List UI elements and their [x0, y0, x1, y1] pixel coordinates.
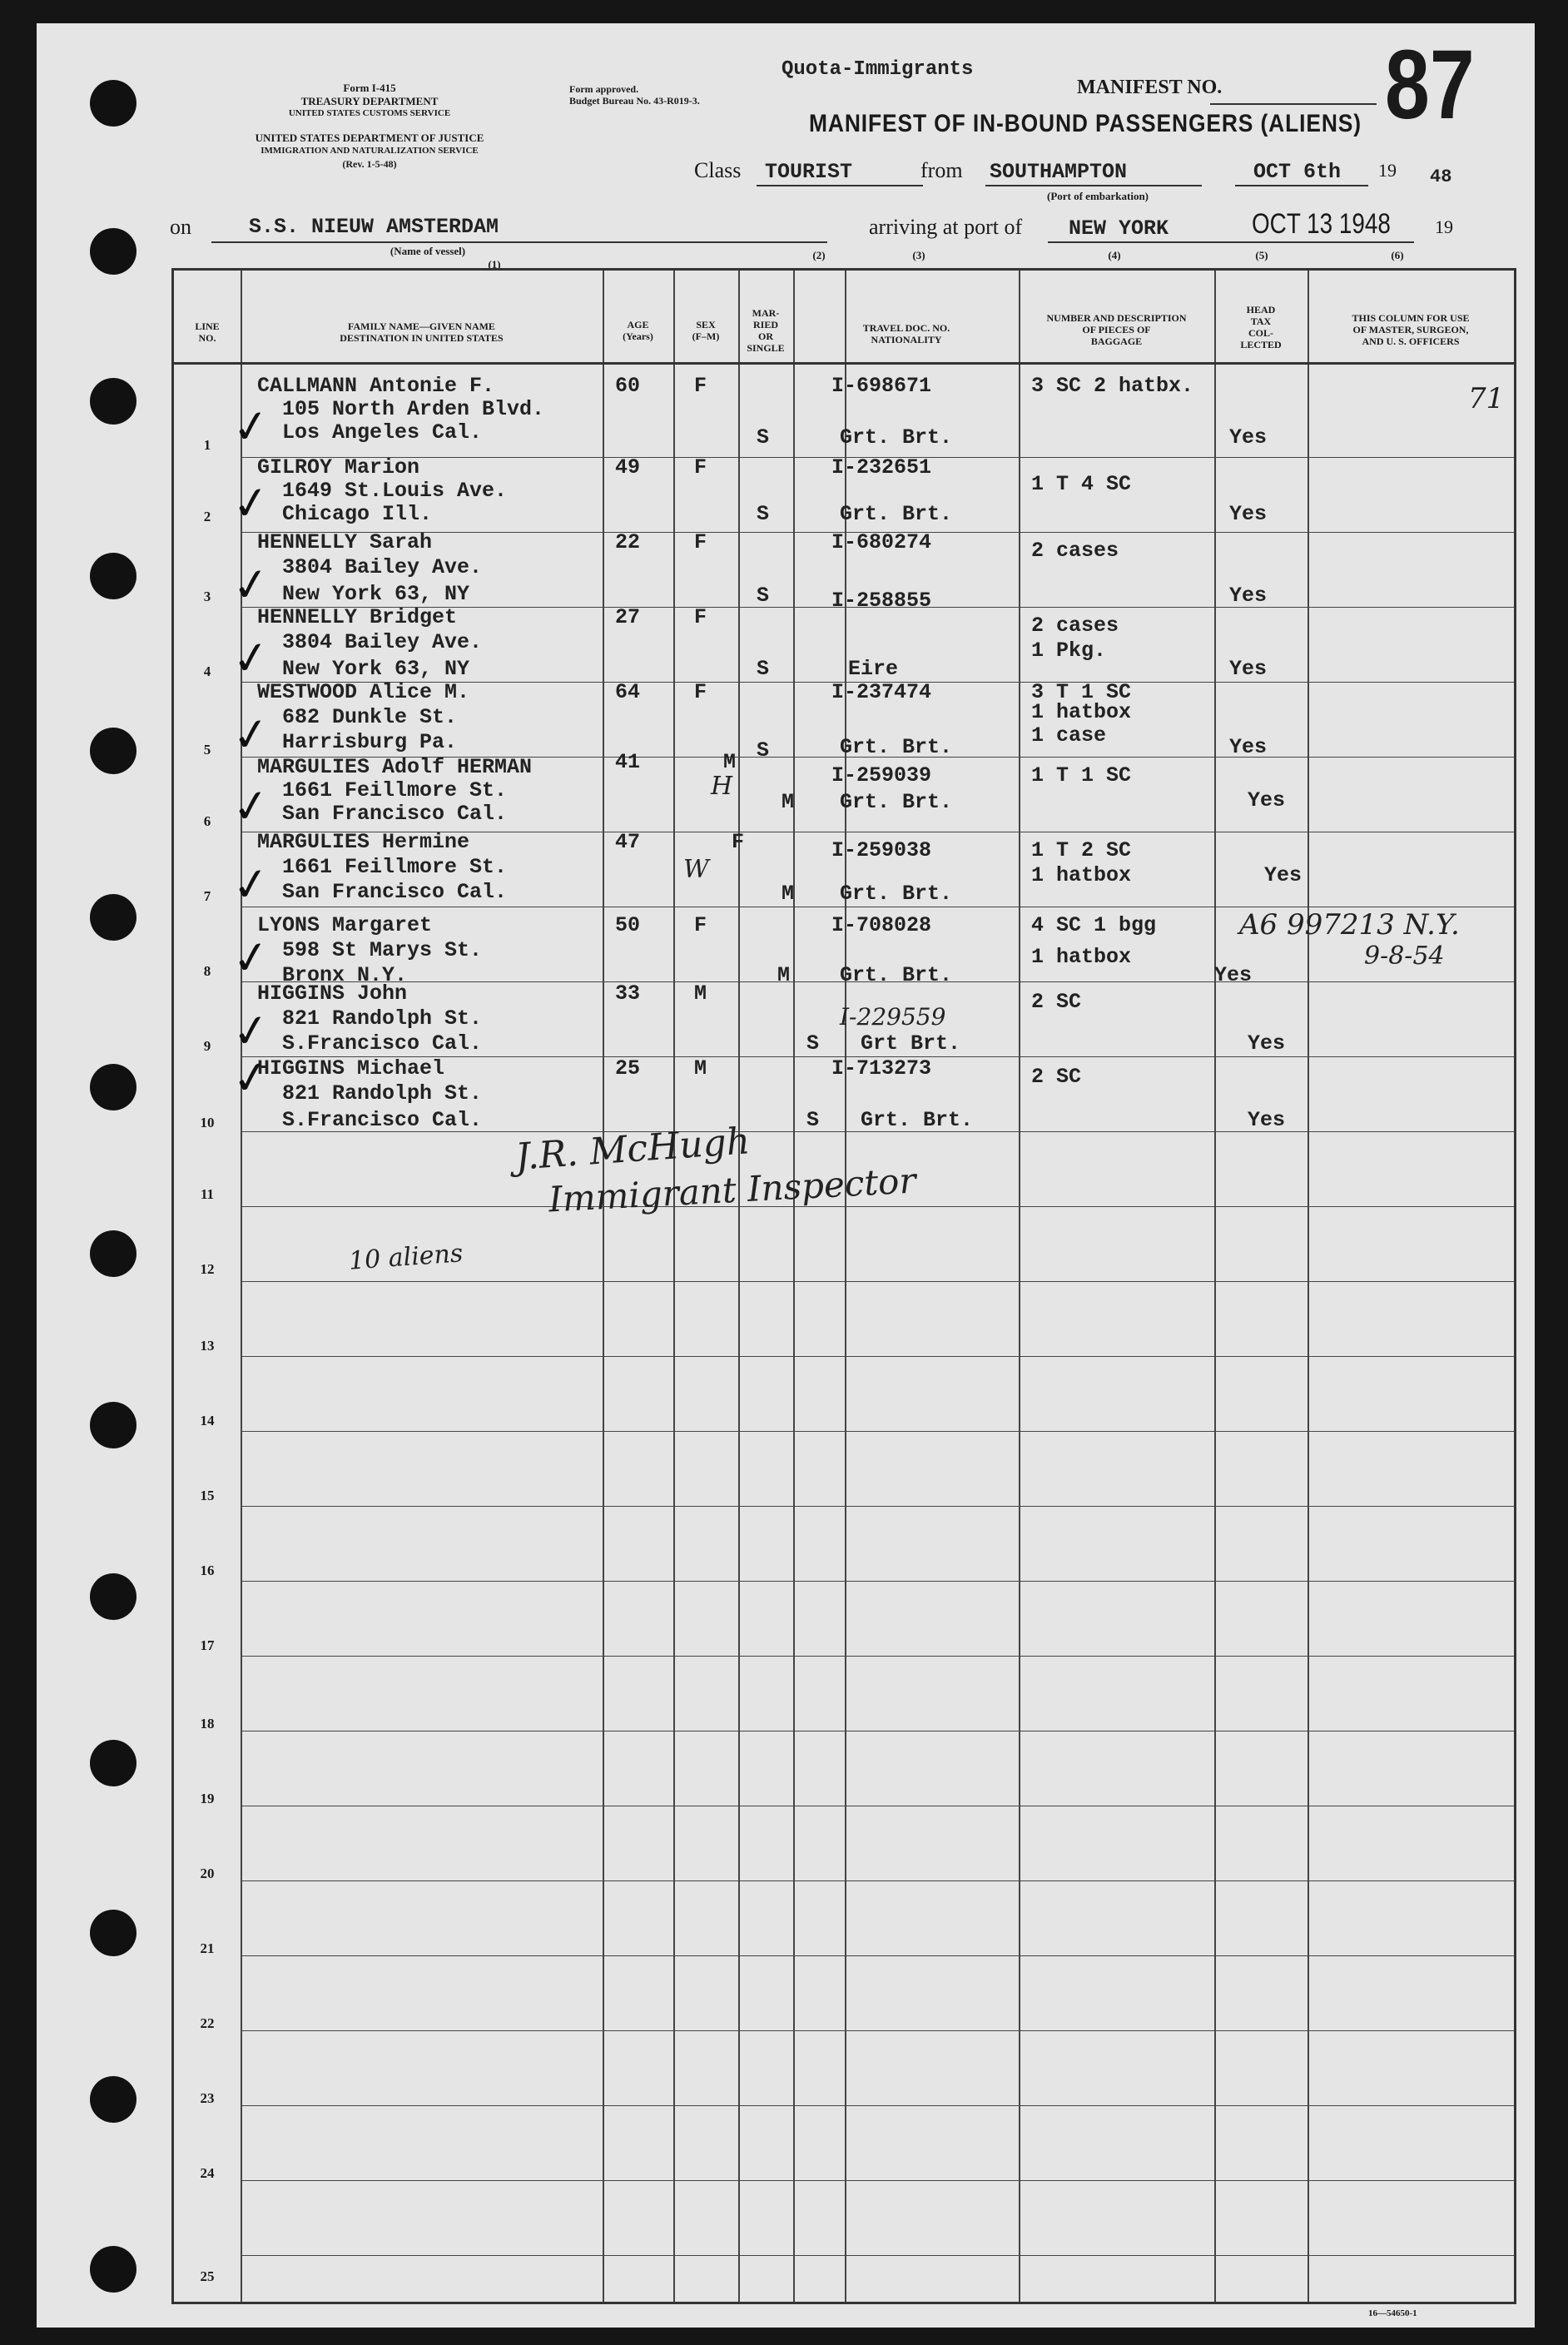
travel-doc: I-680274: [831, 530, 932, 554]
from-value: SOUTHAMPTON: [990, 160, 1128, 184]
revision: (Rev. 1-5-48): [342, 158, 397, 170]
punch-hole: [90, 1740, 136, 1786]
head-tax: Yes: [1229, 425, 1268, 450]
passenger-name: HIGGINS John: [257, 981, 408, 1006]
passenger-sex: M: [694, 1056, 707, 1081]
head-tax: Yes: [1229, 735, 1268, 759]
baggage-extra: 1 Pkg.: [1031, 638, 1107, 663]
head-tax: Yes: [1229, 657, 1268, 681]
line-number: 19: [200, 1791, 215, 1806]
form-approved: Form approved.: [569, 83, 639, 95]
year-suffix: 48: [1430, 166, 1452, 187]
on-label: on: [170, 215, 191, 239]
baggage: 4 SC 1 bgg: [1031, 913, 1157, 937]
hdr-baggage: NUMBER AND DESCRIPTION OF PIECES OF BAGGAGE: [1046, 312, 1187, 347]
passenger-age: 33: [615, 981, 641, 1006]
passenger-married: M: [777, 963, 791, 987]
nationality: Grt. Brt.: [840, 735, 953, 759]
passenger-city: San Francisco Cal.: [282, 802, 508, 826]
travel-doc: I-237474: [831, 680, 932, 704]
table-row: [174, 589, 1514, 687]
travel-doc: I-713273: [831, 1056, 932, 1081]
port-underline: [1048, 241, 1414, 243]
alien-count: 10 aliens: [347, 1239, 464, 1276]
passenger-married: S: [757, 738, 770, 763]
line-number: 20: [200, 1866, 215, 1881]
passenger-address: 821 Randolph St.: [282, 1006, 483, 1031]
passenger-married: S: [757, 657, 770, 681]
arrival-port: NEW YORK: [1069, 216, 1169, 241]
passenger-sex: F: [694, 913, 707, 937]
line-number: 3: [203, 589, 211, 604]
row-divider: [241, 1506, 1514, 1507]
hdr-married: MAR- RIED OR SINGLE: [747, 307, 785, 354]
row-divider: [241, 1431, 1514, 1432]
punch-hole: [90, 378, 136, 425]
row-divider: [241, 1581, 1514, 1582]
baggage: 2 SC: [1031, 1065, 1082, 1089]
passenger-city: Harrisburg Pa.: [282, 730, 458, 754]
line-number: 4: [203, 663, 211, 679]
nationality: Eire: [848, 657, 899, 681]
passenger-city: San Francisco Cal.: [282, 880, 508, 904]
manifest-number: 87: [1385, 30, 1475, 140]
baggage-extra: 1 hatbox: [1031, 945, 1132, 969]
baggage: 3 T 1 SC: [1031, 680, 1132, 704]
row-divider: [241, 2255, 1514, 2256]
passenger-city: S.Francisco Cal.: [282, 1108, 483, 1132]
hdr-age: AGE (Years): [623, 319, 653, 342]
passenger-name: MARGULIES Hermine: [257, 830, 470, 854]
passenger-address: 3804 Bailey Ave.: [282, 555, 483, 579]
date-underline: [1235, 185, 1368, 186]
official-note-date: 9-8-54: [1364, 941, 1445, 971]
passenger-sex: M: [694, 981, 707, 1006]
form-id: Form I-415: [343, 82, 396, 94]
passenger-address: 682 Dunkle St.: [282, 705, 458, 729]
class-label: Class: [694, 158, 742, 182]
vessel-name: S.S. NIEUW AMSTERDAM: [249, 215, 499, 239]
line-number: 25: [200, 2268, 215, 2284]
passenger-sex: F: [694, 605, 707, 629]
ins-service: IMMIGRATION AND NATURALIZATION SERVICE: [261, 146, 479, 156]
row-divider: [241, 1880, 1514, 1881]
passenger-name: HIGGINS Michael: [257, 1056, 445, 1081]
punch-hole: [90, 1910, 136, 1956]
travel-doc: I-708028: [831, 913, 932, 937]
baggage: 3 SC 2 hatbx.: [1031, 374, 1194, 398]
nationality: Grt Brt.: [861, 1031, 961, 1056]
punch-hole: [90, 1064, 136, 1110]
passenger-age: 27: [615, 605, 641, 629]
head-tax: Yes: [1229, 584, 1268, 608]
travel-doc: I-232651: [831, 455, 932, 479]
port-embark-caption: (Port of embarkation): [1046, 190, 1149, 202]
hdr-line-no: LINE NO.: [195, 320, 220, 344]
quota-label: Quota-Immigrants: [782, 58, 974, 81]
colnum-6: (6): [1391, 249, 1404, 261]
passenger-name: GILROY Marion: [257, 455, 420, 479]
table-row: [174, 905, 1514, 987]
punch-hole: [90, 728, 136, 774]
arrival-year-prefix: 19: [1435, 216, 1453, 237]
nationality: Grt. Brt.: [840, 502, 953, 526]
head-tax: Yes: [1248, 788, 1286, 812]
check-mark: ✓: [228, 1002, 274, 1060]
arriving-label: arriving at port of: [869, 215, 1023, 239]
line-number: 12: [200, 1261, 215, 1277]
passenger-city: Chicago Ill.: [282, 502, 433, 526]
passenger-age: 64: [615, 680, 641, 704]
line-number: 11: [200, 1186, 215, 1202]
row-divider: [241, 1356, 1514, 1357]
colnum-5: (5): [1255, 249, 1268, 261]
line-number: 10: [200, 1115, 215, 1130]
passenger-address: 3804 Bailey Ave.: [282, 630, 483, 654]
row-divider: [241, 2105, 1514, 2106]
hw-mark-h: H: [711, 772, 733, 801]
passenger-married: S: [806, 1031, 820, 1056]
line-number: 5: [203, 742, 211, 758]
official-note: 71: [1468, 382, 1505, 415]
line-number: 13: [200, 1338, 215, 1354]
passenger-age: 47: [615, 830, 641, 854]
passenger-name: HENNELLY Bridget: [257, 605, 458, 629]
passenger-city: Los Angeles Cal.: [282, 420, 483, 445]
baggage: 2 cases: [1031, 539, 1119, 563]
passenger-age: 41: [615, 750, 641, 774]
passenger-sex: F: [694, 680, 707, 704]
passenger-sex: F: [732, 830, 745, 854]
passenger-age: 50: [615, 913, 641, 937]
inspector-title: Immigrant Inspector: [548, 1160, 917, 1220]
vessel-caption: (Name of vessel): [390, 245, 466, 257]
official-note: A6 997213 N.Y.: [1239, 908, 1460, 941]
head-tax: Yes: [1229, 502, 1268, 526]
passenger-name: WESTWOOD Alice M.: [257, 680, 470, 704]
passenger-address: 1661 Feillmore St.: [282, 855, 508, 879]
check-mark: ✓: [228, 706, 274, 763]
hdr-official: THIS COLUMN FOR USE OF MASTER, SURGEON, AND U. S. OFFICERS: [1352, 312, 1470, 347]
punch-hole: [90, 80, 136, 127]
travel-doc: I-259039: [831, 763, 932, 787]
line-number: 18: [200, 1716, 215, 1731]
baggage: 1 T 2 SC: [1031, 838, 1132, 862]
passenger-address: 821 Randolph St.: [282, 1081, 483, 1105]
passenger-age: 25: [615, 1056, 641, 1081]
passenger-city: Bronx N.Y.: [282, 963, 408, 987]
from-label: from: [920, 158, 963, 182]
row-divider: [241, 1206, 1514, 1207]
line-number: 23: [200, 2090, 215, 2106]
check-mark: ✓: [228, 629, 274, 687]
passenger-age: 22: [615, 530, 641, 554]
colnum-3: (3): [912, 249, 925, 261]
line-number: 21: [200, 1940, 215, 1956]
justice-dept: UNITED STATES DEPARTMENT OF JUSTICE: [255, 132, 484, 144]
line-number: 7: [203, 888, 211, 904]
nationality: Grt. Brt.: [840, 790, 953, 814]
nationality: Grt. Brt.: [840, 963, 953, 987]
baggage-extra: 1 hatbox: [1031, 700, 1132, 724]
passenger-married: S: [757, 584, 770, 608]
passenger-name: CALLMANN Antonie F.: [257, 374, 495, 398]
hdr-sex: SEX (F–M): [692, 319, 720, 342]
passenger-married: S: [757, 425, 770, 450]
passenger-name: HENNELLY Sarah: [257, 530, 433, 554]
line-number: 16: [200, 1563, 215, 1578]
passenger-married: M: [782, 790, 795, 814]
check-mark: ✓: [228, 398, 274, 455]
check-mark: ✓: [228, 856, 274, 913]
table-row: [174, 830, 1514, 913]
table-row: [174, 980, 1514, 1060]
budget-bureau: Budget Bureau No. 43-R019-3.: [569, 95, 700, 107]
line-number: 22: [200, 2015, 215, 2031]
footer-form-code: 16—54650-1: [1368, 2308, 1417, 2318]
line-number: 8: [203, 963, 211, 979]
line-number: 6: [203, 813, 211, 829]
check-mark: ✓: [228, 778, 274, 835]
travel-doc: I-258855: [831, 589, 932, 613]
passenger-sex: F: [694, 455, 707, 479]
line-number: 9: [203, 1038, 211, 1054]
passenger-city: New York 63, NY: [282, 582, 470, 606]
head-tax: Yes: [1214, 963, 1253, 987]
line-number: 1: [203, 437, 211, 453]
punch-hole: [90, 2076, 136, 2123]
treasury-dept: TREASURY DEPARTMENT: [300, 95, 439, 107]
passenger-age: 60: [615, 374, 641, 398]
arrival-stamp: OCT 13 1948: [1252, 208, 1391, 240]
vessel-underline: [211, 241, 827, 243]
passenger-address: 1649 St.Louis Ave.: [282, 479, 508, 503]
table-row: [174, 1049, 1514, 1132]
check-mark: ✓: [228, 556, 274, 614]
departure-date: OCT 6th: [1253, 160, 1342, 184]
punch-hole: [90, 1573, 136, 1620]
passenger-sex: F: [694, 530, 707, 554]
baggage: 2 cases: [1031, 614, 1119, 638]
passenger-married: S: [806, 1108, 820, 1132]
baggage: 1 T 4 SC: [1031, 472, 1132, 496]
punch-hole: [90, 2246, 136, 2293]
baggage: 2 SC: [1031, 990, 1082, 1014]
head-tax: Yes: [1248, 1108, 1286, 1132]
passenger-married: S: [757, 502, 770, 526]
punch-hole: [90, 553, 136, 599]
manifest-title: MANIFEST OF IN-BOUND PASSENGERS (ALIENS): [809, 110, 1362, 137]
punch-hole: [90, 228, 136, 275]
passenger-city: S.Francisco Cal.: [282, 1031, 483, 1056]
passenger-married: M: [782, 882, 795, 906]
travel-doc: I-229559: [840, 1003, 946, 1031]
baggage-extra: 1 hatbox: [1031, 863, 1132, 887]
row-divider: [241, 2180, 1514, 2181]
nationality: Grt. Brt.: [840, 882, 953, 906]
passenger-city: New York 63, NY: [282, 657, 470, 681]
travel-doc: I-259038: [831, 838, 932, 862]
vessel-colnum: (1): [488, 258, 501, 271]
table-row: [174, 455, 1514, 532]
passenger-name: LYONS Margaret: [257, 913, 433, 937]
inspector-signature: J.R. McHugh: [514, 1120, 752, 1179]
passenger-address: 598 St Marys St.: [282, 938, 483, 962]
table-row: [174, 374, 1514, 455]
check-mark: ✓: [228, 474, 274, 532]
head-tax: Yes: [1248, 1031, 1286, 1056]
punch-hole: [90, 1230, 136, 1277]
head-tax: Yes: [1264, 863, 1303, 887]
header-divider: [174, 362, 1514, 365]
hdr-travel: TRAVEL DOC. NO. NATIONALITY: [862, 322, 950, 345]
row-divider: [241, 1656, 1514, 1657]
line-number: 24: [200, 2165, 215, 2181]
passenger-name: MARGULIES Adolf HERMAN: [257, 755, 533, 779]
line-number: 14: [200, 1413, 215, 1428]
passenger-sex: F: [694, 374, 707, 398]
check-mark: ✓: [228, 929, 274, 986]
line-number: 17: [200, 1637, 215, 1653]
hw-mark-w: W: [683, 855, 709, 884]
nationality: Grt. Brt.: [840, 425, 953, 450]
row-divider: [241, 1281, 1514, 1282]
year-prefix: 19: [1378, 160, 1397, 181]
class-underline: [757, 185, 923, 186]
baggage-extra2: 1 case: [1031, 723, 1107, 748]
hdr-headtax: HEAD TAX COL- LECTED: [1240, 304, 1282, 350]
travel-doc: I-698671: [831, 374, 932, 398]
nationality: Grt. Brt.: [861, 1108, 974, 1132]
passenger-sex: M: [723, 750, 737, 774]
line-number: 2: [203, 509, 211, 524]
manifest-no-underline: [1210, 103, 1377, 105]
from-underline: [985, 185, 1202, 186]
customs-service: UNITED STATES CUSTOMS SERVICE: [288, 108, 451, 118]
passenger-address: 105 North Arden Blvd.: [282, 397, 545, 421]
hdr-name: FAMILY NAME—GIVEN NAME DESTINATION IN UNITED STATES: [340, 320, 504, 344]
colnum-4: (4): [1108, 249, 1121, 261]
manifest-page: [37, 23, 1535, 2328]
row-divider: [241, 1955, 1514, 1956]
punch-hole: [90, 894, 136, 941]
colnum-2: (2): [812, 249, 826, 261]
passenger-age: 49: [615, 455, 641, 479]
table-row: [174, 750, 1514, 835]
line-number: 15: [200, 1488, 215, 1503]
passenger-address: 1661 Feillmore St.: [282, 778, 508, 802]
punch-hole: [90, 1402, 136, 1448]
class-value: TOURIST: [765, 160, 853, 184]
manifest-no-label: MANIFEST NO.: [1077, 77, 1223, 98]
row-divider: [241, 2030, 1514, 2031]
baggage: 1 T 1 SC: [1031, 763, 1132, 787]
check-mark: ✓: [228, 1049, 274, 1106]
